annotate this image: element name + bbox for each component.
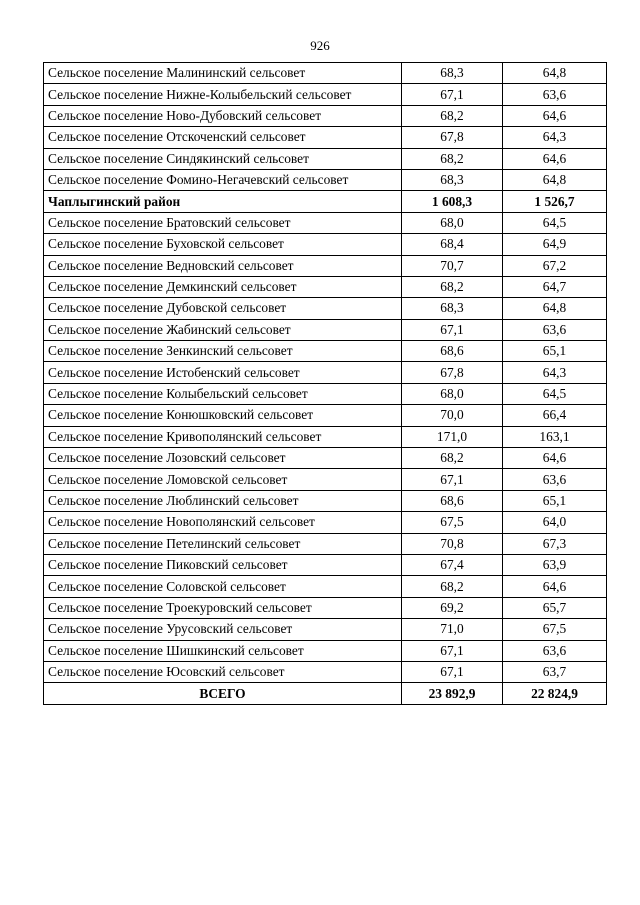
row-name: Сельское поселение Конюшковский сельсовет: [44, 405, 402, 426]
row-value-1: 68,6: [402, 341, 503, 362]
table-row: [44, 619, 607, 640]
row-value-1: 68,2: [402, 448, 503, 469]
row-value-2: 65,1: [503, 341, 607, 362]
row-value-2: 67,2: [503, 255, 607, 276]
row-value-2: 63,7: [503, 661, 607, 682]
row-value-2: 64,8: [503, 63, 607, 84]
row-name: Сельское поселение Колыбельский сельсовет: [44, 383, 402, 404]
row-name: Сельское поселение Истобенский сельсовет: [44, 362, 402, 383]
table-row: [44, 63, 607, 84]
total-value-1: 23 892,9: [402, 683, 503, 704]
row-value-2: 64,6: [503, 105, 607, 126]
table-row: [44, 554, 607, 575]
row-name: Сельское поселение Демкинский сельсовет: [44, 276, 402, 297]
table-row: [44, 234, 607, 255]
row-name: Сельское поселение Малининский сельсовет: [44, 63, 402, 84]
row-name: Сельское поселение Урусовский сельсовет: [44, 619, 402, 640]
row-value-1: 68,2: [402, 576, 503, 597]
row-value-2: 63,6: [503, 469, 607, 490]
row-value-1: 68,2: [402, 105, 503, 126]
row-name: Сельское поселение Зенкинский сельсовет: [44, 341, 402, 362]
row-value-1: 68,0: [402, 383, 503, 404]
row-value-1: 67,1: [402, 640, 503, 661]
row-value-2: 64,3: [503, 362, 607, 383]
row-name: Сельское поселение Ведновский сельсовет: [44, 255, 402, 276]
table-row: [44, 597, 607, 618]
row-value-2: 64,9: [503, 234, 607, 255]
row-name: Сельское поселение Отскоченский сельсовет: [44, 127, 402, 148]
row-name: Сельское поселение Соловской сельсовет: [44, 576, 402, 597]
row-value-2: 67,3: [503, 533, 607, 554]
table-row: [44, 426, 607, 447]
table-row: [44, 84, 607, 105]
row-value-2: 64,6: [503, 576, 607, 597]
row-name: Сельское поселение Кривополянский сельсовет: [44, 426, 402, 447]
row-name: Чаплыгинский район: [44, 191, 402, 212]
row-value-1: 68,2: [402, 276, 503, 297]
row-name: Сельское поселение Лозовский сельсовет: [44, 448, 402, 469]
table-row: [44, 255, 607, 276]
row-value-2: 1 526,7: [503, 191, 607, 212]
table-row: [44, 533, 607, 554]
row-value-2: 63,6: [503, 84, 607, 105]
row-value-1: 70,7: [402, 255, 503, 276]
row-value-1: 68,2: [402, 148, 503, 169]
row-value-1: 171,0: [402, 426, 503, 447]
row-value-2: 163,1: [503, 426, 607, 447]
row-name: Сельское поселение Нижне-Колыбельский сельсовет: [44, 84, 402, 105]
table-row: [44, 576, 607, 597]
table-row: [44, 383, 607, 404]
table-row: [44, 298, 607, 319]
table-row: [44, 276, 607, 297]
table-row: [44, 212, 607, 233]
row-value-1: 68,3: [402, 298, 503, 319]
row-value-1: 68,6: [402, 490, 503, 511]
row-value-1: 67,8: [402, 127, 503, 148]
table-row: [44, 169, 607, 190]
row-value-2: 64,6: [503, 448, 607, 469]
row-value-1: 68,3: [402, 63, 503, 84]
row-value-1: 69,2: [402, 597, 503, 618]
row-value-2: 66,4: [503, 405, 607, 426]
row-name: Сельское поселение Шишкинский сельсовет: [44, 640, 402, 661]
row-value-1: 71,0: [402, 619, 503, 640]
row-value-1: 70,8: [402, 533, 503, 554]
row-value-2: 64,5: [503, 212, 607, 233]
table-body: [44, 63, 607, 683]
row-value-2: 67,5: [503, 619, 607, 640]
table-row: [44, 127, 607, 148]
total-value-2: 22 824,9: [503, 683, 607, 704]
table-row: [44, 319, 607, 340]
row-name: Сельское поселение Ново-Дубовский сельсовет: [44, 105, 402, 126]
row-value-2: 63,6: [503, 319, 607, 340]
row-value-1: 68,3: [402, 169, 503, 190]
row-name: Сельское поселение Петелинский сельсовет: [44, 533, 402, 554]
row-value-2: 63,9: [503, 554, 607, 575]
row-value-2: 64,7: [503, 276, 607, 297]
row-value-1: 67,1: [402, 319, 503, 340]
row-name: Сельское поселение Братовский сельсовет: [44, 212, 402, 233]
table-row: [44, 490, 607, 511]
row-name: Сельское поселение Ломовской сельсовет: [44, 469, 402, 490]
row-value-2: 64,8: [503, 169, 607, 190]
row-name: Сельское поселение Троекуровский сельсовет: [44, 597, 402, 618]
row-value-1: 1 608,3: [402, 191, 503, 212]
row-value-1: 67,4: [402, 554, 503, 575]
page-number: 926: [310, 38, 330, 53]
row-value-2: 64,0: [503, 512, 607, 533]
table-row: [44, 105, 607, 126]
total-label: ВСЕГО: [44, 683, 402, 704]
row-name: Сельское поселение Люблинский сельсовет: [44, 490, 402, 511]
row-value-1: 67,1: [402, 661, 503, 682]
row-value-2: 65,1: [503, 490, 607, 511]
row-value-2: 63,6: [503, 640, 607, 661]
row-value-1: 70,0: [402, 405, 503, 426]
row-value-2: 64,3: [503, 127, 607, 148]
row-name: Сельское поселение Новополянский сельсовет: [44, 512, 402, 533]
table-row: [44, 148, 607, 169]
table-row: [44, 341, 607, 362]
row-value-1: 67,1: [402, 84, 503, 105]
row-name: Сельское поселение Фомино-Негачевский сельсовет: [44, 169, 402, 190]
allocation-table: [43, 62, 607, 705]
row-value-1: 67,1: [402, 469, 503, 490]
row-value-1: 68,4: [402, 234, 503, 255]
row-name: Сельское поселение Буховской сельсовет: [44, 234, 402, 255]
district-row: [44, 191, 607, 212]
row-value-2: 64,5: [503, 383, 607, 404]
total-row: [44, 683, 607, 704]
table-row: [44, 661, 607, 682]
row-name: Сельское поселение Жабинский сельсовет: [44, 319, 402, 340]
table-row: [44, 512, 607, 533]
row-value-2: 64,6: [503, 148, 607, 169]
row-value-1: 67,5: [402, 512, 503, 533]
row-value-2: 64,8: [503, 298, 607, 319]
row-name: Сельское поселение Дубовской сельсовет: [44, 298, 402, 319]
row-name: Сельское поселение Пиковский сельсовет: [44, 554, 402, 575]
row-value-1: 68,0: [402, 212, 503, 233]
row-name: Сельское поселение Юсовский сельсовет: [44, 661, 402, 682]
row-value-2: 65,7: [503, 597, 607, 618]
table-row: [44, 362, 607, 383]
row-name: Сельское поселение Синдякинский сельсовет: [44, 148, 402, 169]
table-row: [44, 448, 607, 469]
table-row: [44, 405, 607, 426]
table-row: [44, 640, 607, 661]
row-value-1: 67,8: [402, 362, 503, 383]
table-row: [44, 469, 607, 490]
